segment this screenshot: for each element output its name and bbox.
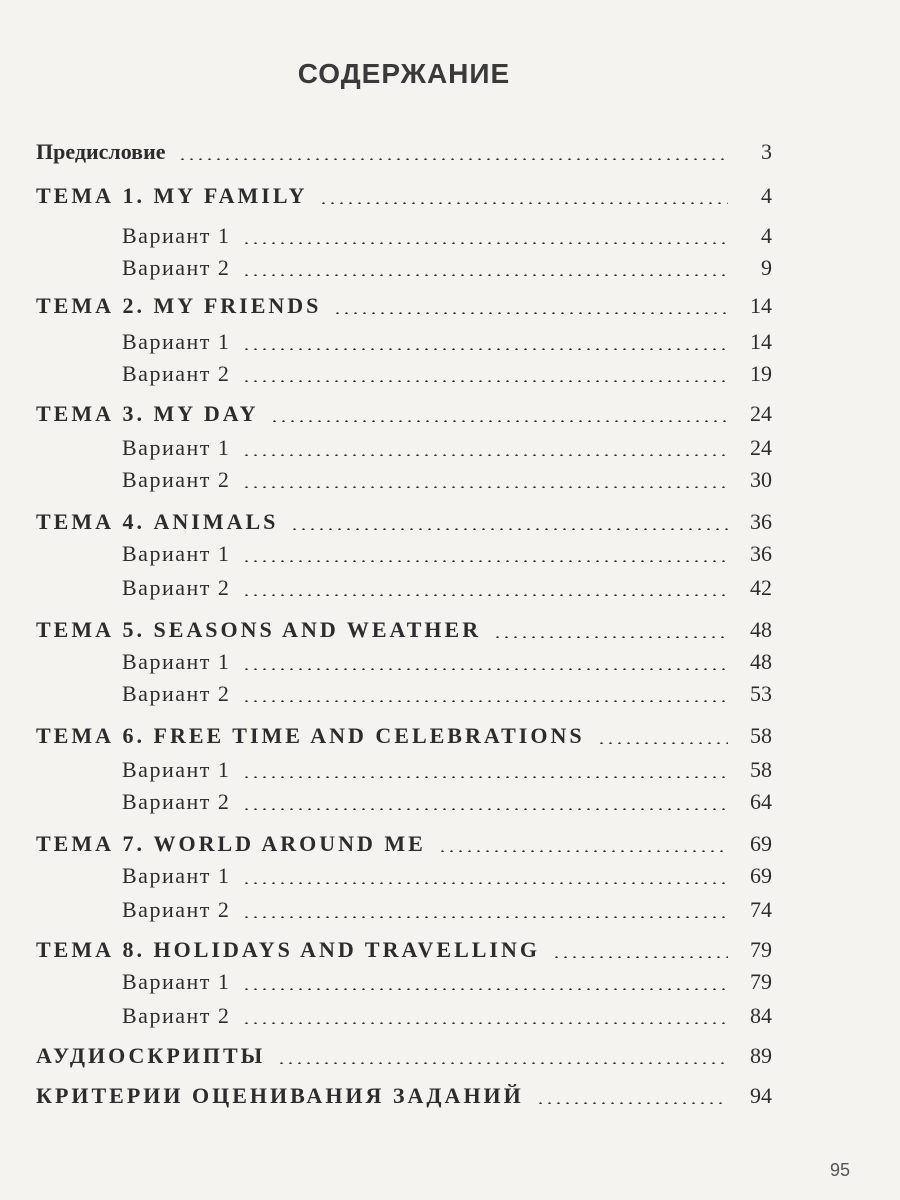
toc-entry-variant [122, 752, 772, 788]
toc-entry-label: ТЕМА 4. ANIMALS [36, 509, 279, 534]
toc-entry-topic [36, 396, 772, 432]
toc-entry-label: Вариант 2 [122, 467, 231, 492]
dot-leader [597, 742, 728, 744]
toc-entry-variant [122, 250, 772, 286]
toc-entry-variant [122, 430, 772, 466]
toc-entry-page: 30 [750, 467, 772, 492]
toc-entry-page: 53 [750, 681, 772, 706]
toc-entry-variant [122, 356, 772, 392]
toc-entry-page: 4 [761, 183, 772, 208]
dot-leader [242, 668, 728, 670]
toc-entry-page: 48 [750, 649, 772, 674]
toc-entry-variant [122, 676, 772, 712]
dot-leader [333, 312, 728, 314]
toc-entry-page: 36 [750, 541, 772, 566]
toc-entry-topic [36, 826, 772, 862]
toc-entry-label: Вариант 1 [122, 969, 231, 994]
toc-entry-label: Вариант 2 [122, 255, 231, 280]
toc-entry-label: Вариант 1 [122, 541, 231, 566]
dot-leader [242, 594, 728, 596]
toc-entry-label: Вариант 1 [122, 649, 231, 674]
dot-leader [552, 956, 728, 958]
dot-leader [242, 454, 728, 456]
dot-leader [242, 348, 728, 350]
toc-entry-page: 89 [750, 1043, 772, 1068]
toc-entry-topic [36, 504, 772, 540]
toc-entry-topic [36, 178, 772, 214]
toc-entry-page: 3 [761, 139, 772, 164]
toc-entry-label: Вариант 2 [122, 1003, 231, 1028]
toc-entry-page: 69 [750, 831, 772, 856]
toc-entry-label: ТЕМА 3. MY DAY [36, 401, 259, 426]
toc-entry-variant [122, 536, 772, 572]
dot-leader [277, 1062, 728, 1064]
toc-entry-label: Вариант 2 [122, 789, 231, 814]
dot-leader [270, 420, 728, 422]
toc-entry-page: 64 [750, 789, 772, 814]
toc-entry-page: 84 [750, 1003, 772, 1028]
toc-entry-variant [122, 964, 772, 1000]
toc-entry-page: 58 [750, 757, 772, 782]
toc-entry-variant [122, 858, 772, 894]
toc-entry-label: ТЕМА 2. MY FRIENDS [36, 293, 322, 318]
toc-entry-page: 4 [761, 223, 772, 248]
toc-entry-label: Предисловие [36, 139, 166, 164]
toc-entry-audioscripts [36, 1038, 772, 1074]
toc-entry-page: 14 [750, 329, 772, 354]
toc-entry-variant [122, 218, 772, 254]
toc-entry-page: 9 [761, 255, 772, 280]
toc-entry-page: 74 [750, 897, 772, 922]
toc-entry-variant [122, 644, 772, 680]
page-number: 95 [830, 1160, 851, 1180]
dot-leader [242, 242, 728, 244]
toc-entry-criteria [36, 1078, 772, 1114]
dot-leader [493, 636, 728, 638]
toc-entry-page: 19 [750, 361, 772, 386]
toc-entry-page: 94 [750, 1083, 772, 1108]
toc-entry-page: 48 [750, 617, 772, 642]
toc-entry-page: 24 [750, 401, 772, 426]
toc-entry-topic [36, 718, 772, 754]
toc-entry-page: 36 [750, 509, 772, 534]
contents-heading: СОДЕРЖАНИЕ [297, 58, 511, 89]
toc-entry-label: Вариант 2 [122, 681, 231, 706]
toc-entry-topic [36, 288, 772, 324]
dot-leader [242, 380, 728, 382]
toc-entry-variant [122, 570, 772, 606]
dot-leader [536, 1102, 728, 1104]
toc-entry-label: КРИТЕРИИ ОЦЕНИВАНИЯ ЗАДАНИЙ [36, 1083, 524, 1108]
toc-entry-page: 69 [750, 863, 772, 888]
dot-leader [242, 700, 728, 702]
toc-entry-variant [122, 784, 772, 820]
toc-entry-label: Вариант 1 [122, 757, 231, 782]
toc-entry-preface [36, 134, 772, 170]
toc-entry-variant [122, 998, 772, 1034]
toc-entry-label: Вариант 1 [122, 863, 231, 888]
dot-leader [319, 202, 728, 204]
toc-entry-variant [122, 462, 772, 498]
toc-entry-page: 14 [750, 293, 772, 318]
toc-entry-label: Вариант 2 [122, 897, 231, 922]
dot-leader [242, 274, 728, 276]
toc-entry-label: ТЕМА 5. SEASONS AND WEATHER [36, 617, 482, 642]
toc-entry-page: 42 [750, 575, 772, 600]
toc-entry-label: Вариант 1 [122, 329, 231, 354]
toc-entry-label: Вариант 2 [122, 361, 231, 386]
dot-leader [290, 528, 728, 530]
dot-leader [242, 1022, 728, 1024]
toc-entry-page: 24 [750, 435, 772, 460]
toc-entry-label: Вариант 2 [122, 575, 231, 600]
dot-leader [242, 808, 728, 810]
toc-entry-variant [122, 892, 772, 928]
toc-entry-label: АУДИОСКРИПТЫ [36, 1043, 266, 1068]
toc-entry-label: ТЕМА 6. FREE TIME AND CELEBRATIONS [36, 723, 585, 748]
toc-entry-label: ТЕМА 8. HOLIDAYS AND TRAVELLING [36, 937, 540, 962]
dot-leader [242, 486, 728, 488]
dot-leader [242, 776, 728, 778]
toc-entry-label: Вариант 1 [122, 223, 231, 248]
dot-leader [178, 158, 728, 160]
dot-leader [242, 882, 728, 884]
toc-entry-topic [36, 932, 772, 968]
toc-entry-page: 79 [750, 937, 772, 962]
toc-entry-label: Вариант 1 [122, 435, 231, 460]
toc-entry-page: 79 [750, 969, 772, 994]
toc-entry-label: ТЕМА 7. WORLD AROUND ME [36, 831, 426, 856]
dot-leader [242, 560, 728, 562]
toc-entry-label: ТЕМА 1. MY FAMILY [36, 183, 308, 208]
dot-leader [242, 916, 728, 918]
dot-leader [438, 850, 728, 852]
dot-leader [242, 988, 728, 990]
toc-entry-topic [36, 612, 772, 648]
toc-entry-page: 58 [750, 723, 772, 748]
toc-entry-variant [122, 324, 772, 360]
